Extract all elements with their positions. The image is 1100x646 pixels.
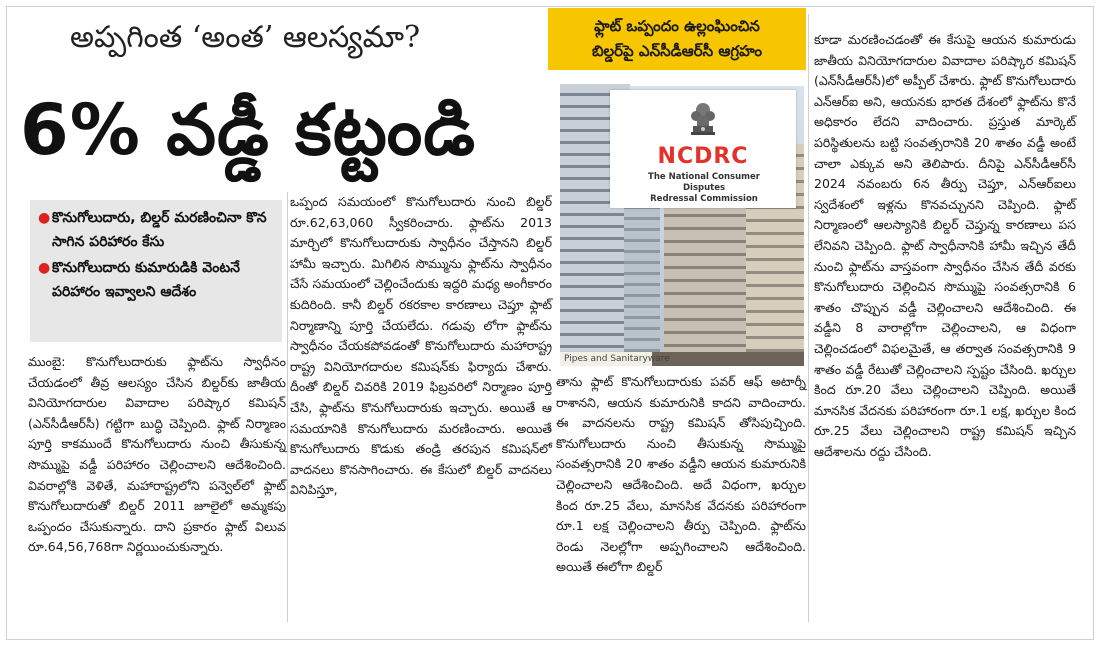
column-divider [808,14,809,622]
shop-sign: Pipes and Sanitaryware [560,352,652,366]
summary-bullet [38,206,276,254]
highlight-tag [548,8,806,70]
column-divider [287,192,288,622]
article-column-4: కూడా మరణించడంతో ఈ కేసుపై ఆయన కుమారుడు జాతీయ వినియోగదారుల వివాదాల పరిష్కార కమిషన్ (ఎన్‌సీడీఆర్‌సీ)లో అప్పీల్ చేశారు. ఫ్లాట్ కొనుగోలుదారు ఎన్ఆర్ఐ అని, ఆయనకు భారత దేశంలో ఫ్లాట్‌ను కొనే అధికారం లేదని వాదించారు. ప్రస్తుత మార్కెట్ పరిస్థితులను బట్టి సంవత్సరానికి 20 శాతం వడ్డీ అంటే చాలా ఎక్కువ అని తెలిపారు. దీనిపై ఎన్‌సీడీఆర్‌సీ 2024 నవంబరు 6న తీర్పు చెప్తూ, ఎన్ఆర్ఐలు స్వదేశంలో ఇళ్లను కొనవచ్చునని చెప్పింది. ఫ్లాట్ నిర్మాణంలో ఆలస్యానికి బిల్డర్ చెప్తున్న కారణాలు పస లేనివని చెప్పింది. ఫ్లాట్ స్వాధీనానికి హామీ ఇచ్చిన తేదీ నుంచి ఫ్లాట్‌ను వాస్తవంగా స్వాధీనం చేసిన తేదీ వరకు కొనుగోలుదారు చెల్లించిన సొమ్ముపై సంవత్సరానికి 6 శాతం చొప్పున వడ్డీ చెల్లించాలని ఆదేశించింది. ఈ వడ్డీని 8 వారాల్లోగా చెల్లించాలని, ఆ విధంగా చెల్లించడంలో విఫలమైతే, ఆ తర్వాత సంవత్సరానికి 9 శాతం వడ్డీ రేటుతో చెల్లించాలని స్పష్టం చేసింది. ఖర్చుల కింద రూ.20 వేలు చెల్లించాలని చెప్పింది. అయితే మానసిక వేదనకు పరిహారంగా రూ.1 లక్ష, ఖర్చుల కింద రూ.25 వేలు చెల్లించాలని రాష్ట్ర కమిషన్ ఇచ్చిన ఆదేశాలను రద్దు చేసింది. [814,32,1076,459]
article-headline: 6% వడ్డీ కట్టండి [20,89,477,171]
bullet-text: కొనుగోలుదారు, బిల్డర్ మరణించినా కొన సాగిన పరిహారం కేసు [52,210,267,250]
tag-line-2: బిల్డర్‌పై ఎన్‌సీడీఆర్‌సీ ఆగ్రహం [591,42,763,60]
ncdrc-fullname [634,172,774,205]
summary-bullets [30,200,282,342]
state-emblem-icon [687,96,719,138]
bullet-text: కొనుగోలుదారు కుమారుడికి వెంటనే పరిహారం ఇవ్వాలని ఆదేశం [52,260,240,300]
article-kicker: అప్పగింత ‘అంత’ ఆలస్యమా? [70,20,421,55]
tag-line-1: ఫ్లాట్ ఒప్పందం ఉల్లంఘించిన [594,17,760,35]
bullet-dot-icon: ● [38,210,51,226]
article-photo [560,86,804,366]
article-column-1: ముంబై: కొనుగోలుదారుకు ఫ్లాట్‌ను స్వాధీనం చేయడంలో తీవ్ర ఆలస్యం చేసిన బిల్డర్‌కు జాతీయ వినియోగదారుల వివాదాల పరిష్కార కమిషన్ (ఎన్‌సీడీఆర్‌సీ) గట్టిగా బుద్ధి చెప్పింది. ఫ్లాట్ నిర్మాణం పూర్తి కాకముందే కొనుగోలుదారు నుంచి తీసుకున్న సొమ్ముపై వడ్డీ పరిహారం చెల్లించాలని ఆదేశించింది. వివరాల్లోకి వెళితే, మహారాష్ట్రలోని పన్వెల్‌లో ఫ్లాట్ కొనుగోలుదారుతో బిల్డర్ 2011 జూలైలో అమ్మకపు ఒప్పందం చేసుకున్నారు. దాని ప్రకారం ఫ్లాట్ విలువ రూ.64,56,768గా నిర్ణయించుకున్నారు. [28,354,286,555]
ncdrc-fullname-line-2: Redressal Commission [650,194,758,204]
ncdrc-abbr: NCDRC [657,144,749,169]
summary-bullet [38,256,276,304]
ncdrc-logo-card [610,90,796,208]
article-column-2: ఒప్పంద సమయంలో కొనుగోలుదారు నుంచి బిల్డర్ రూ.62,63,060 స్వీకరించారు. ఫ్లాట్‌ను 2013 మార్చిలో కొనుగోలుదారుకు స్వాధీనం చేస్తానని బిల్డర్ హామీ ఇచ్చారు. మిగిలిన సొమ్మును ఫ్లాట్‌ను స్వాధీనం చేసే సమయంలో చెల్లించేందుకు ఇద్దరి మధ్య అంగీకారం కుదిరింది. కానీ బిల్డర్ రకరకాల కారణాలు చెప్తూ ఫ్లాట్ నిర్మాణాన్ని పూర్తి చేయలేదు. గడువు లోగా ఫ్లాట్‌ను స్వాధీనం చేయకపోవడంతో కొనుగోలుదారు మహారాష్ట్ర రాష్ట్ర వినియోగదారుల కమిషన్‌కు ఫిర్యాదు చేశారు. దీంతో బిల్డర్ చివరికి 2019 ఫిబ్రవరిలో నిర్మాణం పూర్తి చేసి, ఫ్లాట్‌ను కొనుగోలుదారుకు ఇచ్చారు. అయితే ఆ సమయానికి కొనుగోలుదారు మరణించారు. అయితే కొనుగోలుదారు కొడుకు తండ్రి తరపున కమిషన్‌లో వాదనలు కొనసాగించారు. ఈ కేసులో బిల్డర్ వాదనలు వినిపిస్తూ, [290,194,552,498]
article-column-3: తాను ఫ్లాట్ కొనుగోలుదారుకు పవర్ ఆఫ్ అటార్నీ రాశానని, ఆయన కుమారునికి కాదని వాదించారు. ఈ వాదనలను రాష్ట్ర కమిషన్ తోసిపుచ్చింది. కొనుగోలుదారు నుంచి తీసుకున్న సొమ్ముపై సంవత్సరానికి 20 శాతం వడ్డీని ఆయన కుమారునికి చెల్లించాలని ఆదేశించింది. అదే విధంగా, ఖర్చుల కింద రూ.25 వేలు, మానసిక వేదనకు పరిహారంగా రూ.1 లక్ష చెల్లించాలని తీర్పు చెప్పింది. ఫ్లాట్‌ను రెండు నెలల్లోగా అప్పగించాలని ఆదేశించింది. అయితే ఈలోగా బిల్డర్ [556,374,806,575]
bullet-dot-icon: ● [38,260,51,276]
ncdrc-fullname-line-1: The National Consumer Disputes [648,172,760,193]
